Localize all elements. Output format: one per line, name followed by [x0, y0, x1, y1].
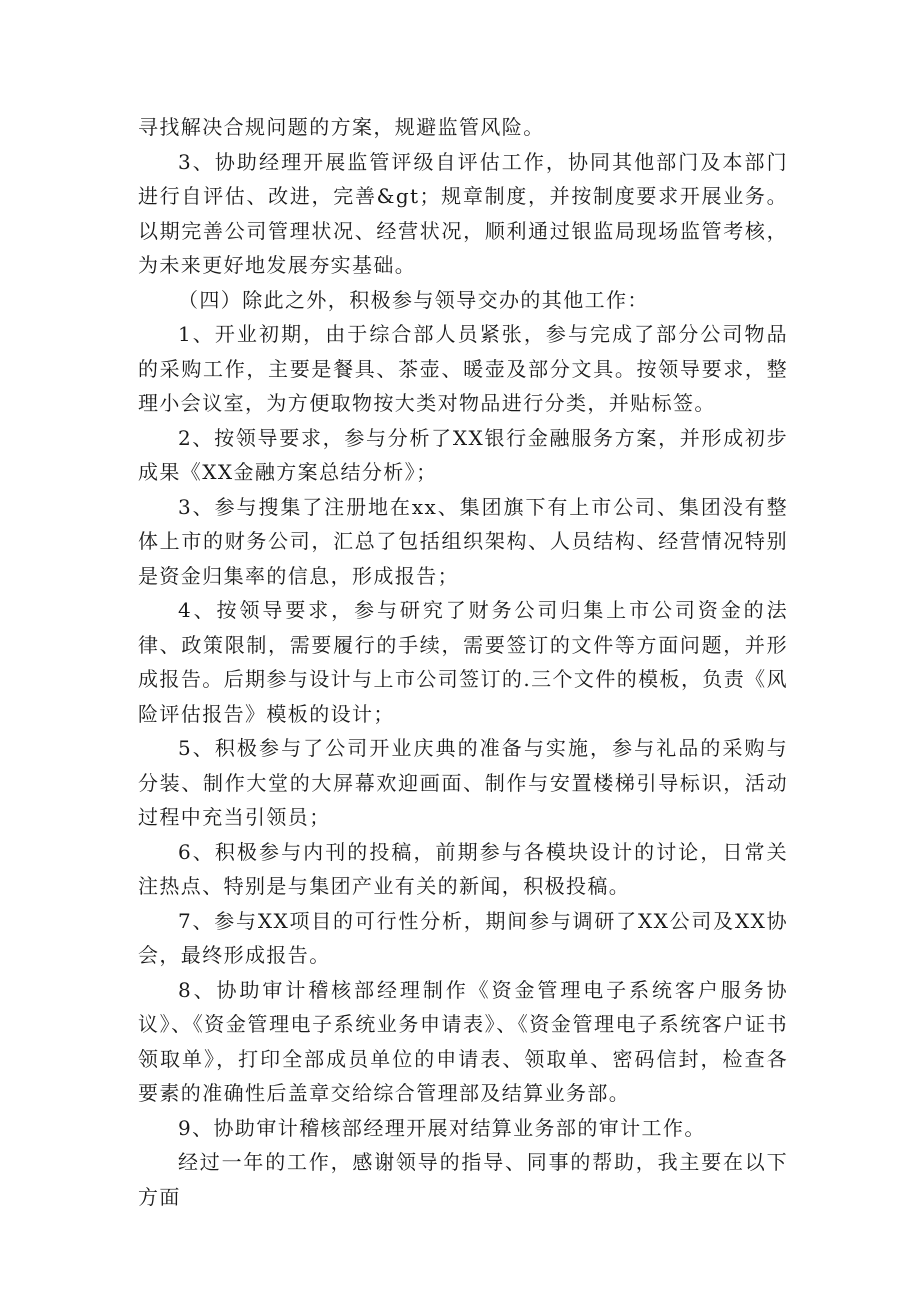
paragraph-item-8: 8、协助审计稽核部经理制作《资金管理电子系统客户服务协议》、《资金管理电子系统业务申请表》、《资金管理电子系统客户证书领取单》，打印全部成员单位的申请表、领取单、密码信封，检查各要素的准确性后盖章交给综合管理部及结算业务部。	[138, 977, 788, 1105]
paragraph-item-3-rating: 3、协助经理开展监管评级自评估工作，协同其他部门及本部门进行自评估、改进，完善&gt；规章制度，并按制度要求开展业务。以期完善公司管理状况、经营状况，顺利通过银监局现场监管考核，为未来更好地发展夯实基础。	[138, 149, 788, 277]
paragraph-summary-start: 经过一年的工作，感谢领导的指导、同事的帮助，我主要在以下方面	[138, 1150, 788, 1209]
document-body	[138, 110, 788, 1214]
section-heading-4: （四）除此之外，积极参与领导交办的其他工作：	[178, 287, 649, 312]
paragraph-compliance-tail: 寻找解决合规问题的方案，规避监管风险。	[138, 115, 545, 139]
paragraph-item-1: 1、开业初期，由于综合部人员紧张，参与完成了部分公司物品的采购工作，主要是餐具、茶壶、暖壶及部分文具。按领导要求，整理小会议室，为方便取物按大类对物品进行分类，并贴标签。	[138, 322, 788, 415]
paragraph-item-9: 9、协助审计稽核部经理开展对结算业务部的审计工作。	[178, 1115, 706, 1140]
paragraph-item-6: 6、积极参与内刊的投稿，前期参与各模块设计的讨论，日常关注热点、特别是与集团产业有关的新闻，积极投稿。	[138, 839, 788, 898]
paragraph-item-5: 5、积极参与了公司开业庆典的准备与实施，参与礼品的采购与分装、制作大堂的大屏幕欢迎画面、制作与安置楼梯引导标识，活动过程中充当引领员；	[138, 736, 788, 829]
paragraph-item-7: 7、参与XX项目的可行性分析，期间参与调研了XX公司及XX协会，最终形成报告。	[138, 908, 788, 967]
paragraph-item-3: 3、参与搜集了注册地在xx、集团旗下有上市公司、集团没有整体上市的财务公司，汇总了包括组织架构、人员结构、经营情况特别是资金归集率的信息，形成报告；	[138, 494, 788, 588]
paragraph-item-2: 2、按领导要求，参与分析了XX银行金融服务方案，并形成初步成果《XX金融方案总结分析》；	[138, 425, 788, 484]
paragraph-item-4: 4、按领导要求，参与研究了财务公司归集上市公司资金的法律、政策限制，需要履行的手续，需要签订的文件等方面问题，并形成报告。后期参与设计与上市公司签订的.三个文件的模板，负责《风险评估报告》模板的设计；	[138, 598, 788, 726]
